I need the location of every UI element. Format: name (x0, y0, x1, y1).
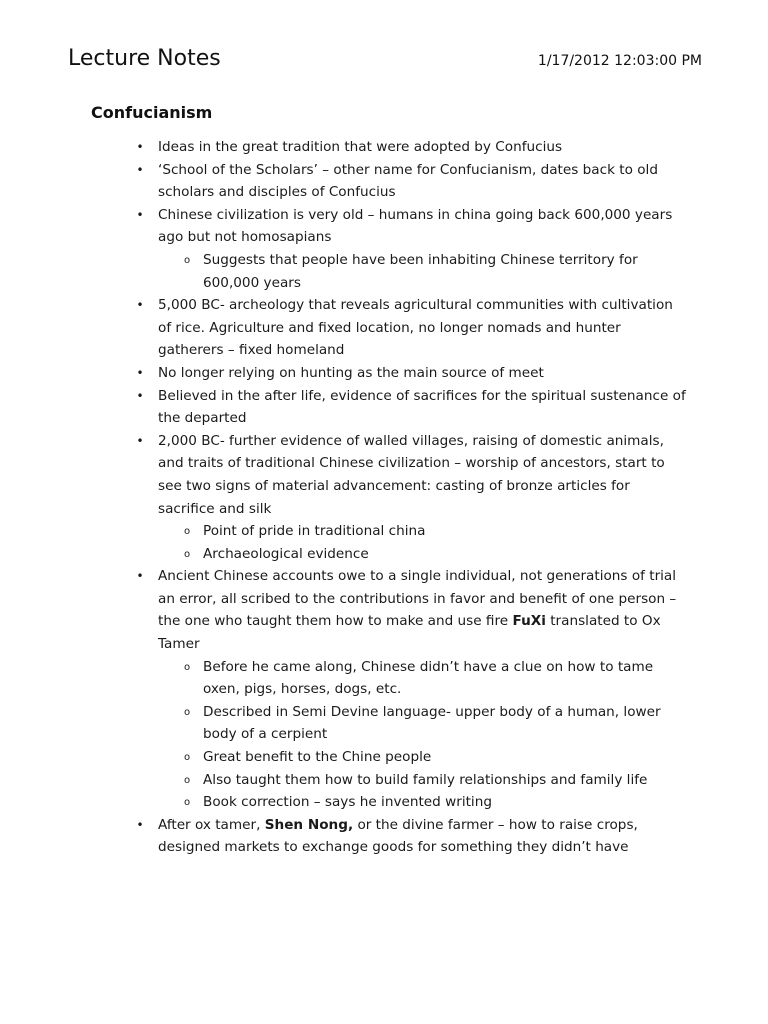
item-text-after: or the divine farmer – how to raise crops, designed markets to exchange goods for something they didn’t have (158, 816, 638, 856)
item-text-before: After ox tamer, (158, 816, 265, 833)
sub-list (158, 249, 688, 294)
item-text: Chinese civilization is very old – humans in china going back 600,000 years ago but not homosapians (158, 206, 673, 246)
item-text-after: translated to Ox Tamer (158, 613, 661, 653)
item-text: Believed in the after life, evidence of sacrifices for the spiritual sustenance of the departed (158, 387, 686, 427)
sub-list (158, 520, 688, 565)
list-item (136, 159, 688, 204)
sub-bullet-icon: o (183, 752, 191, 764)
sub-item-text: Archaeological evidence (203, 545, 369, 562)
sub-item-text: Also taught them how to build family relationships and family life (203, 771, 648, 788)
sub-bullet-icon: o (183, 526, 191, 538)
item-text: ‘School of the Scholars’ – other name for Confucianism, dates back to old scholars and disciples of Confucius (158, 161, 658, 201)
list-item (136, 294, 688, 362)
list-item (136, 385, 688, 430)
bullet-icon: • (136, 162, 144, 177)
bullet-icon: • (136, 207, 144, 222)
sub-item-text: Described in Semi Devine language- upper body of a human, lower body of a cerpient (203, 703, 661, 743)
emphasized-name: Shen Nong, (264, 816, 354, 833)
bullet-icon: • (136, 140, 144, 154)
sub-list-item (183, 701, 688, 746)
bullet-icon: • (136, 817, 144, 832)
sub-list-item (183, 249, 688, 294)
item-text-before: Ancient Chinese accounts owe to a single individual, not generations of trial an error, all scribed to the contributions in favor and benefit of one person – the one who taught them how to make and use fire (158, 568, 677, 630)
sub-bullet-icon: o (183, 548, 191, 560)
item-text: 2,000 BC- further evidence of walled villages, raising of domestic animals, and traits of traditional Chinese civilization – worship of ancestors, start to see two signs of material advancement: casting of bronze articles for sacrifice and silk (158, 432, 665, 517)
page-header (68, 44, 702, 78)
emphasized-name: FuXi (512, 613, 546, 630)
sub-list-item (183, 520, 688, 543)
sub-bullet-icon: o (183, 797, 191, 809)
sub-bullet-icon: o (183, 254, 191, 266)
list-item (136, 136, 688, 159)
list-item (136, 565, 688, 814)
sub-list-item (183, 746, 688, 769)
sub-bullet-icon: o (183, 661, 191, 673)
list-item (136, 814, 688, 859)
item-text: Ideas in the great tradition that were adopted by Confucius (158, 139, 563, 155)
bullet-icon: • (136, 569, 144, 584)
list-item (136, 430, 688, 566)
list-item (136, 204, 688, 294)
item-text: No longer relying on hunting as the main source of meet (158, 364, 544, 381)
page-title: Lecture Notes (68, 46, 221, 71)
sub-item-text: Point of pride in traditional china (203, 523, 426, 540)
item-text: 5,000 BC- archeology that reveals agricultural communities with cultivation of rice. Agriculture and fixed location, no longer nomads and hunter gatherers – fixed homeland (158, 297, 673, 359)
bullet-icon: • (136, 298, 144, 313)
sub-list-item (183, 791, 688, 814)
sub-item-text: Before he came along, Chinese didn’t have a clue on how to tame oxen, pigs, horses, dogs, etc. (203, 658, 654, 698)
sub-list-item (183, 769, 688, 792)
bullet-icon: • (136, 365, 144, 380)
list-item (136, 362, 688, 385)
notes-list (136, 136, 688, 859)
sub-item-text: Suggests that people have been inhabiting Chinese territory for 600,000 years (203, 251, 638, 291)
bullet-icon: • (136, 388, 144, 403)
sub-item-text: Book correction – says he invented writing (203, 794, 492, 811)
bullet-icon: • (136, 433, 144, 448)
sub-list-item (183, 543, 688, 566)
sub-bullet-icon: o (183, 774, 191, 786)
date-time-stamp: 1/17/2012 12:03:00 PM (537, 53, 702, 69)
sub-list (158, 656, 688, 814)
sub-bullet-icon: o (183, 706, 191, 718)
sub-item-text: Great benefit to the Chine people (203, 749, 432, 766)
section-heading: Confucianism (91, 103, 213, 122)
sub-list-item (183, 656, 688, 701)
